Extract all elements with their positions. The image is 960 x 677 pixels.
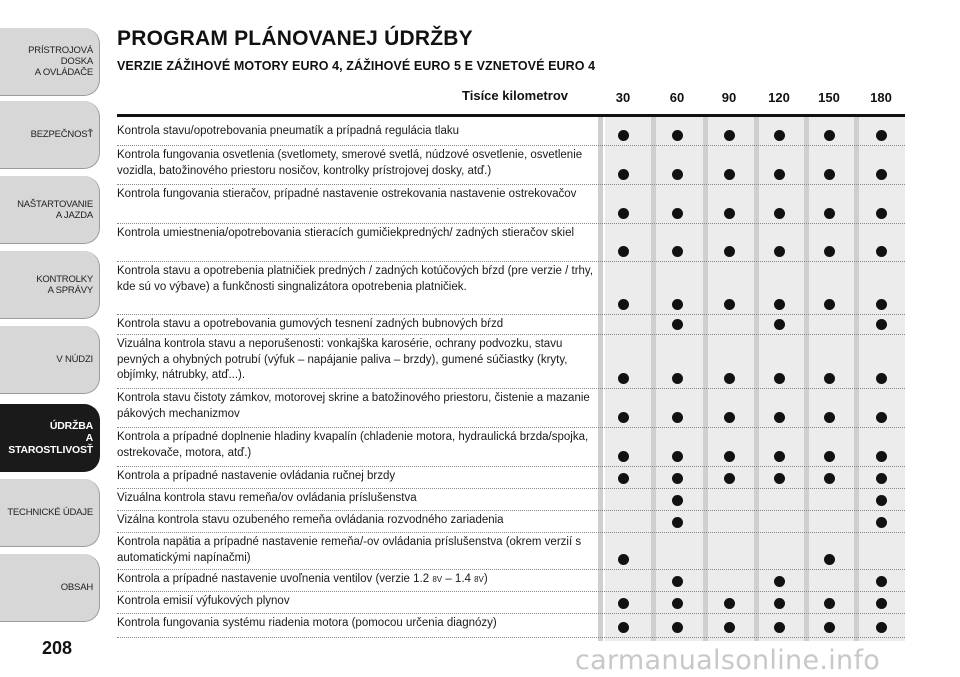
tab-label: OBSAH — [60, 582, 93, 593]
service-dot — [672, 576, 683, 587]
column-head-30: 30 — [615, 90, 631, 105]
service-dot — [618, 554, 629, 565]
tab-pristrojova-doska[interactable] — [0, 28, 100, 96]
table-row — [117, 335, 905, 389]
service-dot — [672, 622, 683, 633]
service-dot — [824, 299, 835, 310]
service-dot — [724, 169, 735, 180]
table-row — [117, 262, 905, 315]
service-dot — [876, 495, 887, 506]
service-dot — [876, 576, 887, 587]
column-header-label: Tisíce kilometrov — [462, 88, 568, 103]
table-row — [117, 224, 905, 262]
column-head-180: 180 — [870, 90, 892, 105]
service-dot — [724, 622, 735, 633]
row-description: Vizálna kontrola stavu ozubeného remeňa ovládania rozvodného zariadenia — [117, 514, 504, 526]
column-head-90: 90 — [721, 90, 737, 105]
row-description: Kontrola stavu a opotrebenia platničiek predných / zadných kotúčových bŕzd (pre verzie / trhy, kde sú vo výbave) a funkčnosti singnalizátora opotrebenia platničiek. — [117, 265, 594, 293]
service-dot — [672, 169, 683, 180]
table-row — [117, 592, 905, 614]
service-dot — [618, 473, 629, 484]
table-row — [117, 614, 905, 638]
service-dot — [876, 319, 887, 330]
service-dot — [774, 598, 785, 609]
row-description: Kontrola fungovania stieračov, prípadné nastavenie ostrekovania nastavenie ostrekovačov — [117, 188, 577, 200]
service-dot — [672, 319, 683, 330]
row-description: Kontrola fungovania osvetlenia (svetlomety, smerové svetlá, núdzové osvetlenie, osvetlenie vozidla, batožinového priestoru nosičov, kontrolky prístrojovej dosky, atď.) — [117, 149, 583, 177]
tab-label: V NÚDZI — [56, 354, 93, 365]
tab-label: PRÍSTROJOVÁ DOSKA A OVLÁDAČE — [28, 45, 93, 78]
service-dot — [724, 130, 735, 141]
service-dot — [876, 412, 887, 423]
service-dot — [724, 473, 735, 484]
column-head-120: 120 — [768, 90, 790, 105]
service-dot — [824, 208, 835, 219]
service-dot — [672, 495, 683, 506]
table-row — [117, 146, 905, 185]
row-text-part: – 1.4 — [442, 573, 475, 585]
service-dot — [824, 130, 835, 141]
service-dot — [774, 576, 785, 587]
tab-bezpecnost[interactable] — [0, 101, 100, 169]
service-dot — [824, 473, 835, 484]
table-row — [117, 315, 905, 335]
tab-label: BEZPEČNOSŤ — [30, 129, 93, 140]
service-dot — [876, 130, 887, 141]
service-dot — [724, 373, 735, 384]
tab-udrzba-active[interactable] — [0, 404, 100, 472]
service-dot — [824, 622, 835, 633]
page-title: PROGRAM PLÁNOVANEJ ÚDRŽBY — [117, 27, 473, 50]
table-row — [117, 389, 905, 428]
tab-nastartovanie[interactable] — [0, 176, 100, 244]
service-dot — [824, 169, 835, 180]
service-dot — [774, 373, 785, 384]
service-dot — [724, 598, 735, 609]
service-dot — [774, 473, 785, 484]
row-description: Kontrola emisií výfukových plynov — [117, 595, 290, 607]
service-dot — [672, 246, 683, 257]
row-description: Kontrola stavu/opotrebovania pneumatík a prípadná regulácia tlaku — [117, 125, 460, 137]
service-dot — [824, 554, 835, 565]
tab-label: KONTROLKY A SPRÁVY — [36, 273, 93, 296]
service-dot — [876, 598, 887, 609]
service-dot — [618, 208, 629, 219]
service-dot — [876, 208, 887, 219]
page-number: 208 — [42, 638, 73, 658]
column-head-60: 60 — [669, 90, 685, 105]
service-dot — [876, 169, 887, 180]
tab-label: NAŠTARTOVANIE A JAZDA — [17, 198, 93, 221]
service-dot — [774, 451, 785, 462]
row-text-part: ) — [483, 573, 488, 585]
service-dot — [724, 246, 735, 257]
row-description — [117, 572, 602, 588]
service-dot — [618, 598, 629, 609]
service-dot — [876, 373, 887, 384]
service-dot — [876, 299, 887, 310]
table-row — [117, 489, 905, 511]
chapter-sidebar — [0, 0, 100, 677]
service-dot — [672, 473, 683, 484]
row-description: Kontrola stavu čistoty zámkov, motorovej skrine a batožinového priestoru, čistenie a mazanie pákových mechanizmov — [117, 392, 590, 420]
service-dot — [618, 412, 629, 423]
row-text-part: Kontrola a prípadné nastavenie uvoľnenia ventilov (verzie 1.2 — [117, 573, 433, 585]
service-dot — [672, 412, 683, 423]
service-dot — [774, 208, 785, 219]
valve-version-label: 8V — [474, 575, 484, 584]
tab-label: TECHNICKÉ ÚDAJE — [7, 507, 93, 518]
service-dot — [618, 451, 629, 462]
service-dot — [672, 517, 683, 528]
row-description: Kontrola a prípadné doplnenie hladiny kvapalín (chladenie motora, hydraulická brzda/spojka, ostrekovače, motora, atď.) — [117, 431, 589, 459]
service-dot — [724, 451, 735, 462]
column-head-150: 150 — [818, 90, 840, 105]
row-description: Kontrola napätia a prípadné nastavenie remeňa/-ov ovládania príslušenstva (okrem verzií s automatickými napínačmi) — [117, 536, 582, 564]
service-dot — [824, 451, 835, 462]
table-row — [117, 122, 905, 146]
service-dot — [724, 299, 735, 310]
service-dot — [824, 373, 835, 384]
table-row — [117, 533, 905, 570]
table-row — [117, 428, 905, 467]
service-dot — [824, 598, 835, 609]
table-row — [117, 511, 905, 533]
valve-version-label: 8V — [432, 575, 443, 584]
service-dot — [876, 622, 887, 633]
service-dot — [672, 208, 683, 219]
tab-kontrolky[interactable] — [0, 251, 100, 319]
page-subtitle: VERZIE ZÁŽIHOVÉ MOTORY EURO 4, ZÁŽIHOVÉ EURO 5 E VZNETOVÉ EURO 4 — [117, 59, 596, 73]
service-dot — [618, 130, 629, 141]
service-dot — [876, 517, 887, 528]
service-dot — [774, 412, 785, 423]
row-description: Vizuálna kontrola stavu remeňa/ov ovládania príslušenstva — [117, 492, 417, 504]
service-dot — [618, 299, 629, 310]
service-dot — [724, 412, 735, 423]
service-dot — [672, 373, 683, 384]
service-dot — [876, 473, 887, 484]
service-dot — [774, 246, 785, 257]
tab-label: ÚDRŽBA A STAROSTLIVOSŤ — [8, 419, 93, 456]
service-dot — [824, 412, 835, 423]
service-dot — [774, 299, 785, 310]
row-description: Vizuálna kontrola stavu a neporušenosti: vonkajška karosérie, ochrany podvozku, stavu pevných a ohybných potrubí (výfuk – napájanie paliva – brzdy), gumené súčiastky (kryty, objímky, nátrubky, atď...). — [117, 338, 568, 381]
service-dot — [672, 299, 683, 310]
tab-obsah[interactable] — [0, 554, 100, 622]
service-dot — [774, 622, 785, 633]
service-dot — [876, 246, 887, 257]
service-dot — [618, 169, 629, 180]
table-row — [117, 570, 905, 592]
service-dot — [672, 451, 683, 462]
row-description: Kontrola a prípadné nastavenie ovládania ručnej brzdy — [117, 470, 396, 482]
service-dot — [876, 451, 887, 462]
row-description: Kontrola umiestnenia/opotrebovania stieracích gumičiekpredných/ zadných stieračov skiel — [117, 227, 575, 239]
row-description: Kontrola stavu a opotrebovania gumových tesnení zadných bubnových bŕzd — [117, 318, 504, 330]
service-dot — [672, 598, 683, 609]
service-dot — [672, 130, 683, 141]
watermark: carmanualsonline.info — [575, 645, 881, 676]
tab-v-nudzi[interactable] — [0, 326, 100, 394]
service-dot — [774, 319, 785, 330]
service-dot — [774, 169, 785, 180]
service-dot — [824, 246, 835, 257]
table-row — [117, 467, 905, 489]
service-dot — [724, 208, 735, 219]
service-dot — [618, 373, 629, 384]
row-description: Kontrola fungovania systému riadenia motora (pomocou určenia diagnózy) — [117, 617, 497, 629]
table-row — [117, 185, 905, 224]
service-dot — [618, 246, 629, 257]
tab-technicke-udaje[interactable] — [0, 479, 100, 547]
service-dot — [774, 130, 785, 141]
header-rule — [117, 114, 905, 117]
service-dot — [618, 622, 629, 633]
